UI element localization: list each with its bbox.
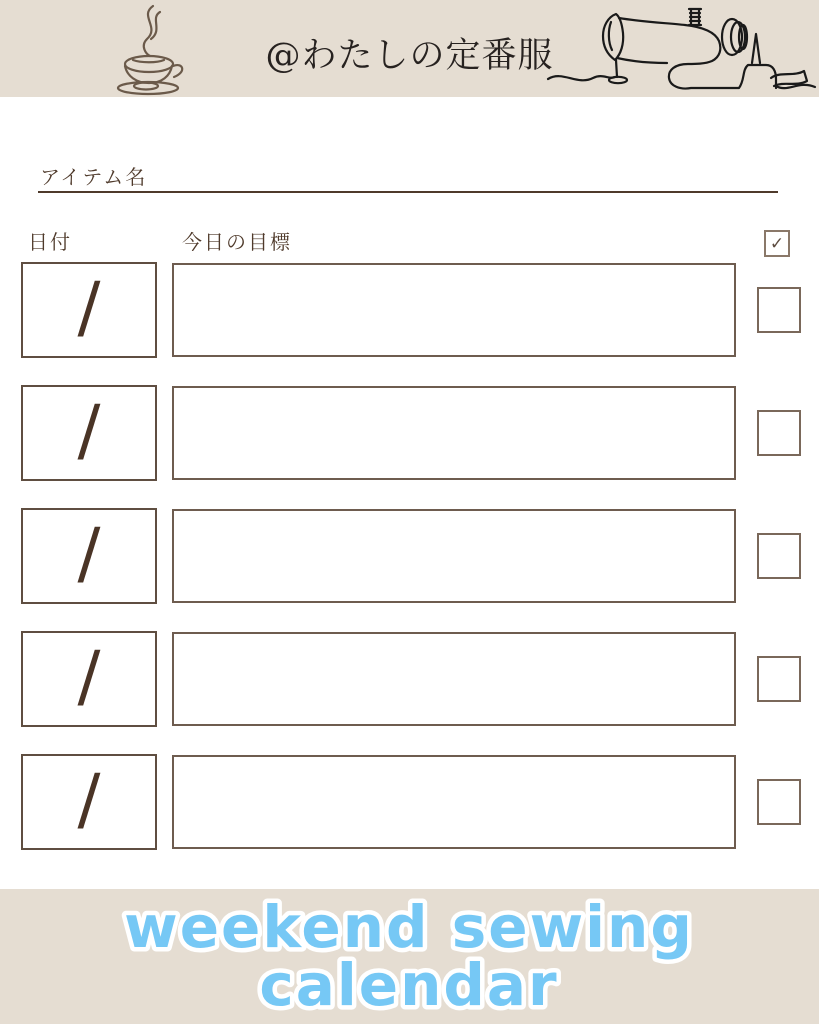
- item-name-input-line[interactable]: [38, 191, 778, 193]
- done-legend-checkbox[interactable]: [764, 230, 790, 257]
- goal-column-label: 今日の目標: [182, 230, 292, 254]
- top-banner: [0, 0, 819, 97]
- goal-input-box[interactable]: [172, 632, 736, 726]
- date-slash: /: [77, 514, 101, 593]
- calendar-row: [0, 508, 819, 604]
- calendar-row: [0, 385, 819, 481]
- goal-input-box[interactable]: [172, 386, 736, 480]
- date-column-label: 日付: [28, 230, 72, 254]
- goal-input-box[interactable]: [172, 263, 736, 357]
- date-input-box[interactable]: [21, 262, 157, 358]
- goal-input-box[interactable]: [172, 509, 736, 603]
- done-checkbox[interactable]: [757, 533, 801, 579]
- calendar-row: [0, 631, 819, 727]
- done-checkbox[interactable]: [757, 656, 801, 702]
- date-slash: /: [77, 637, 101, 716]
- date-slash: /: [77, 391, 101, 470]
- footer-title-line1: weekend sewing: [124, 893, 694, 961]
- done-checkbox[interactable]: [757, 287, 801, 333]
- date-input-box[interactable]: [21, 631, 157, 727]
- item-name-label: アイテム名: [40, 165, 148, 189]
- check-icon: ✓: [769, 233, 785, 254]
- date-slash: /: [77, 268, 101, 347]
- date-input-box[interactable]: [21, 754, 157, 850]
- sewing-machine-icon: [545, 0, 819, 96]
- footer-banner: [0, 889, 819, 1024]
- footer-title-line2: calendar: [259, 951, 559, 1019]
- date-input-box[interactable]: [21, 385, 157, 481]
- calendar-row: [0, 754, 819, 850]
- date-slash: /: [77, 760, 101, 839]
- page-title: @わたしの定番服: [265, 36, 554, 76]
- date-input-box[interactable]: [21, 508, 157, 604]
- done-checkbox[interactable]: [757, 410, 801, 456]
- done-checkbox[interactable]: [757, 779, 801, 825]
- calendar-row: [0, 262, 819, 358]
- goal-input-box[interactable]: [172, 755, 736, 849]
